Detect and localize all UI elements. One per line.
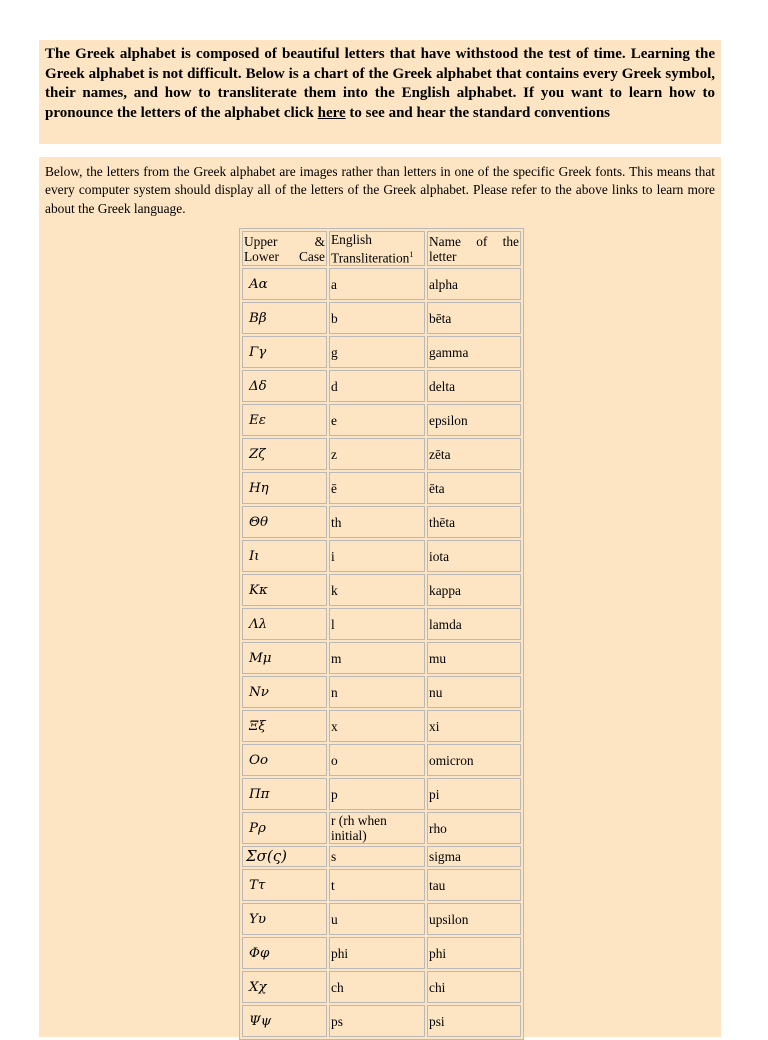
intro-box xyxy=(39,40,721,144)
table-row xyxy=(242,438,521,470)
transliteration: t xyxy=(329,869,425,901)
greek-letters: Ττ xyxy=(242,869,327,901)
table-row xyxy=(242,268,521,300)
alphabet-panel xyxy=(39,157,721,1037)
header-case: Upper & Lower Case xyxy=(242,231,327,266)
letter-name: phi xyxy=(427,937,521,969)
transliteration: u xyxy=(329,903,425,935)
table-row xyxy=(242,812,521,844)
transliteration: o xyxy=(329,744,425,776)
letter-name: delta xyxy=(427,370,521,402)
transliteration: g xyxy=(329,336,425,368)
transliteration: i xyxy=(329,540,425,572)
table-row xyxy=(242,336,521,368)
letter-name: sigma xyxy=(427,846,521,867)
letter-name: tau xyxy=(427,869,521,901)
greek-letters: Θθ xyxy=(242,506,327,538)
letter-name: alpha xyxy=(427,268,521,300)
table-row xyxy=(242,506,521,538)
letter-name: iota xyxy=(427,540,521,572)
pronunciation-link[interactable]: here xyxy=(317,104,346,121)
greek-letters: Φφ xyxy=(242,937,327,969)
transliteration: ē xyxy=(329,472,425,504)
transliteration: z xyxy=(329,438,425,470)
table-row xyxy=(242,778,521,810)
letter-name: bēta xyxy=(427,302,521,334)
table-row xyxy=(242,574,521,606)
letter-name: nu xyxy=(427,676,521,708)
table-row xyxy=(242,869,521,901)
letter-name: upsilon xyxy=(427,903,521,935)
greek-letters: Εε xyxy=(242,404,327,436)
letter-name: lamda xyxy=(427,608,521,640)
transliteration: x xyxy=(329,710,425,742)
transliteration: ps xyxy=(329,1005,425,1037)
table-row xyxy=(242,302,521,334)
letter-name: zēta xyxy=(427,438,521,470)
letter-name: chi xyxy=(427,971,521,1003)
greek-letters: Ζζ xyxy=(242,438,327,470)
table-row xyxy=(242,846,521,867)
header-name: Name of the letter xyxy=(427,231,521,266)
transliteration: l xyxy=(329,608,425,640)
transliteration: r (rh when initial) xyxy=(329,812,425,844)
transliteration: m xyxy=(329,642,425,674)
table-row xyxy=(242,642,521,674)
table-row xyxy=(242,744,521,776)
table-row xyxy=(242,676,521,708)
greek-letters: Ψψ xyxy=(242,1005,327,1037)
transliteration: th xyxy=(329,506,425,538)
header-transliteration-label: English Transliteration xyxy=(331,232,410,266)
transliteration: k xyxy=(329,574,425,606)
footnote-marker: 1 xyxy=(409,250,414,259)
greek-letters: Αα xyxy=(242,268,327,300)
transliteration: ch xyxy=(329,971,425,1003)
transliteration: d xyxy=(329,370,425,402)
table-row xyxy=(242,540,521,572)
letter-name: psi xyxy=(427,1005,521,1037)
table-row xyxy=(242,404,521,436)
greek-letters: Ββ xyxy=(242,302,327,334)
table-row xyxy=(242,710,521,742)
transliteration: p xyxy=(329,778,425,810)
transliteration: a xyxy=(329,268,425,300)
intro-text-end: to see and hear the standard conventions xyxy=(345,104,610,121)
table-row xyxy=(242,903,521,935)
letter-name: epsilon xyxy=(427,404,521,436)
greek-letters: Οο xyxy=(242,744,327,776)
greek-letters: Σσ(ς) xyxy=(242,846,327,867)
greek-letters: Νν xyxy=(242,676,327,708)
letter-name: ēta xyxy=(427,472,521,504)
greek-letters: Ρρ xyxy=(242,812,327,844)
table-row xyxy=(242,370,521,402)
greek-alphabet-table xyxy=(239,228,524,1040)
greek-letters: Δδ xyxy=(242,370,327,402)
letter-name: xi xyxy=(427,710,521,742)
image-note: Below, the letters from the Greek alphabet are images rather than letters in one of the specific Greek fonts. This means that every computer system should display all of the letters of the Greek alphabet. Please refer to the above links to learn more about the Greek language. xyxy=(45,164,715,216)
greek-letters: Ξξ xyxy=(242,710,327,742)
letter-name: gamma xyxy=(427,336,521,368)
transliteration: e xyxy=(329,404,425,436)
transliteration: n xyxy=(329,676,425,708)
greek-letters: Ιι xyxy=(242,540,327,572)
table-row xyxy=(242,608,521,640)
greek-letters: Ηη xyxy=(242,472,327,504)
greek-letters: Μμ xyxy=(242,642,327,674)
table-row xyxy=(242,1005,521,1037)
greek-letters: Κκ xyxy=(242,574,327,606)
intro-text: The Greek alphabet is composed of beautiful letters that have withstood the test of time. Learning the Greek alphabet is not difficult. Below is a chart of the Greek alphabet that contains every Greek symbol, their names, and how to transliterate them into the English alphabet. If you want to learn how to pronounce the letters of the alphabet click xyxy=(45,46,715,121)
table-row xyxy=(242,971,521,1003)
greek-letters: Ππ xyxy=(242,778,327,810)
table-row xyxy=(242,937,521,969)
letter-name: omicron xyxy=(427,744,521,776)
letter-name: pi xyxy=(427,778,521,810)
greek-letters: Υυ xyxy=(242,903,327,935)
greek-letters: Χχ xyxy=(242,971,327,1003)
transliteration: s xyxy=(329,846,425,867)
header-transliteration xyxy=(329,231,425,266)
letter-name: thēta xyxy=(427,506,521,538)
letter-name: mu xyxy=(427,642,521,674)
letter-name: kappa xyxy=(427,574,521,606)
greek-letters: Γγ xyxy=(242,336,327,368)
greek-letters: Λλ xyxy=(242,608,327,640)
letter-name: rho xyxy=(427,812,521,844)
table-row xyxy=(242,472,521,504)
transliteration: phi xyxy=(329,937,425,969)
transliteration: b xyxy=(329,302,425,334)
table-header-row xyxy=(242,231,521,266)
